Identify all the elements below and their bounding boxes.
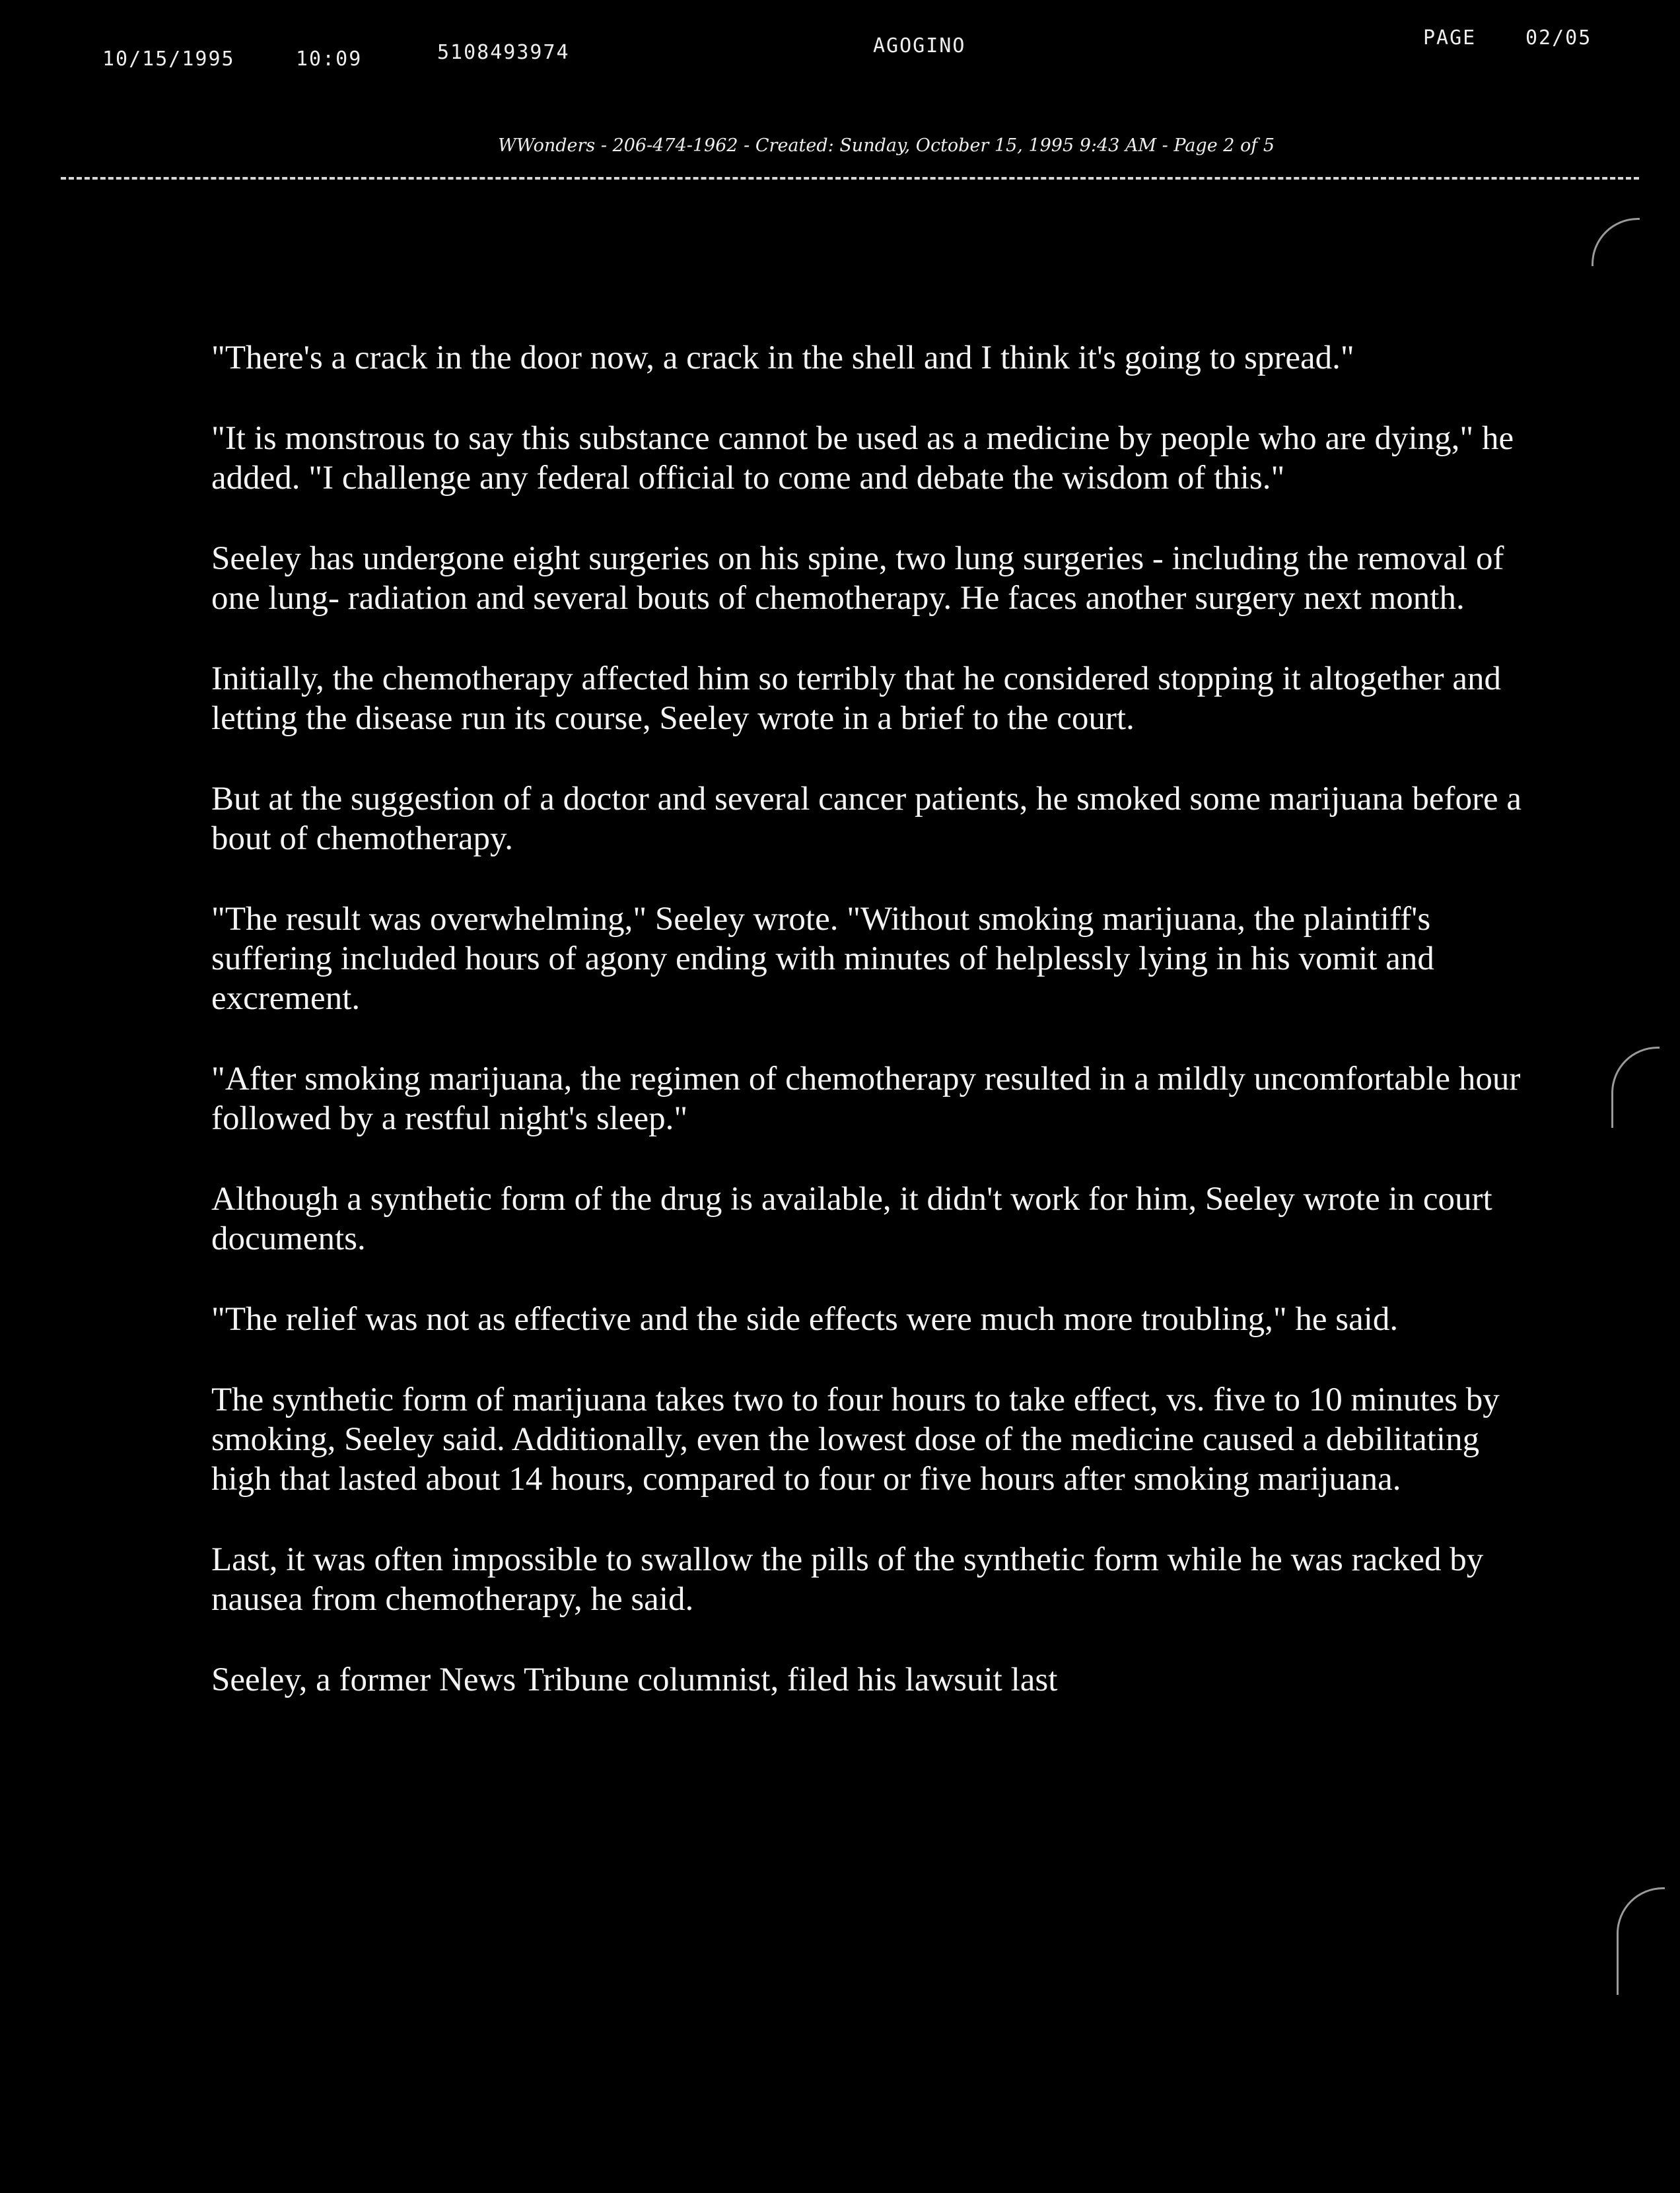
article-paragraph: Seeley has undergone eight surgeries on his spine, two lung surgeries - including the removal of one lung- radiation and several bouts of chemotherapy. He faces another surgery next month. — [211, 540, 1504, 617]
scan-edge-mark — [1611, 1047, 1660, 1128]
article-paragraph: Although a synthetic form of the drug is available, it didn't work for him, Seeley wrote in court documents. — [211, 1181, 1492, 1257]
fax-sender: AGOGINO — [873, 34, 966, 57]
article-body — [211, 338, 1545, 1741]
scan-edge-mark — [1617, 1887, 1665, 1995]
article-paragraph: "There's a crack in the door now, a crack in the shell and I think it's going to spread." — [211, 339, 1354, 376]
article-paragraph: The synthetic form of marijuana takes two to four hours to take effect, vs. five to 10 minutes by smoking, Seeley said. Additionally, even the lowest dose of the medicine caused a debilitating high that lasted about 14 hours, compared to four or five hours after smoking marijuana. — [211, 1381, 1500, 1498]
article-paragraph: "After smoking marijuana, the regimen of chemotherapy resulted in a mildly uncomfortable hour followed by a restful night's sleep." — [211, 1061, 1521, 1137]
article-paragraph: But at the suggestion of a doctor and several cancer patients, he smoked some marijuana before a bout of chemotherapy. — [211, 781, 1522, 857]
scan-edge-mark — [1592, 218, 1640, 266]
article-paragraph: "The result was overwhelming," Seeley wrote. "Without smoking marijuana, the plaintiff's suffering included hours of agony ending with minutes of helplessly lying in his vomit and excrement. — [211, 901, 1434, 1017]
fax-page-label: PAGE — [1423, 26, 1477, 50]
document-header-text: WWonders - 206-474-1962 - Created: Sunday, October 15, 1995 9:43 AM - Page 2 of 5 — [497, 135, 1275, 156]
fax-phone-number: 5108493974 — [437, 41, 570, 64]
article-paragraph: "The relief was not as effective and the side effects were much more troubling," he said. — [211, 1301, 1399, 1338]
fax-date: 10/15/1995 — [102, 48, 235, 71]
header-divider — [61, 177, 1639, 180]
article-paragraph: "It is monstrous to say this substance cannot be used as a medicine by people who are dying," he added. "I challenge any federal official to come and debate the wisdom of this." — [211, 420, 1514, 497]
article-paragraph: Initially, the chemotherapy affected him so terribly that he considered stopping it altogether and letting the disease run its course, Seeley wrote in a brief to the court. — [211, 660, 1501, 737]
document-header — [0, 135, 1680, 156]
article-paragraph: Seeley, a former News Tribune columnist, filed his lawsuit last — [211, 1661, 1058, 1698]
fax-transmission-header — [0, 0, 1680, 79]
article-paragraph: Last, it was often impossible to swallow the pills of the synthetic form while he was racked by nausea from chemotherapy, he said. — [211, 1541, 1484, 1618]
fax-page-number: 02/05 — [1525, 26, 1592, 50]
fax-time: 10:09 — [296, 48, 363, 71]
